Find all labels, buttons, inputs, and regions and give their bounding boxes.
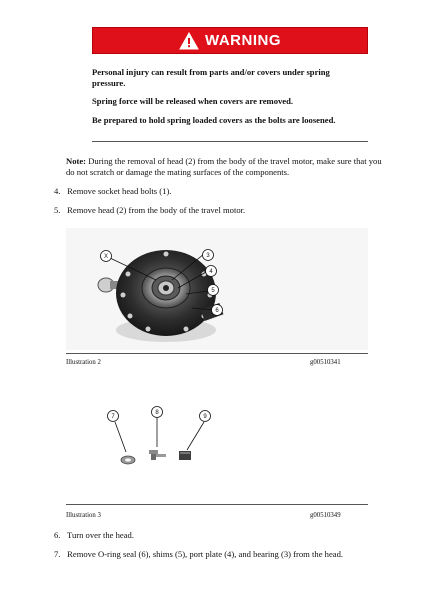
callout-6-label: 6 [215, 308, 219, 315]
illustration-2-code: g00510341 [310, 359, 341, 366]
callout-5-label: 5 [211, 288, 215, 295]
illustration-3-rule [66, 504, 368, 505]
callout-4-label: 4 [209, 269, 213, 276]
step-number: 5. [54, 205, 61, 215]
callout-9-label: 9 [203, 414, 207, 421]
illustration-3-label: Illustration 3 [66, 512, 101, 519]
warning-banner [92, 27, 368, 54]
step-number: 4. [54, 186, 61, 196]
note-text-a: During the removal of head (2) from the body of the travel motor, make sure that you [86, 156, 382, 166]
warning-line-1a: Personal injury can result from parts and/or covers under spring [92, 67, 330, 77]
callout-7-label: 7 [111, 414, 115, 421]
step-5 [54, 205, 245, 216]
note-label: Note: [66, 156, 87, 166]
step-number: 6. [54, 530, 61, 540]
warning-text-1 [92, 67, 367, 89]
step-7 [54, 549, 434, 560]
step-text: Remove head (2) from the body of the travel motor. [67, 205, 246, 215]
warning-title: WARNING [205, 32, 281, 49]
note-paragraph [66, 156, 406, 178]
warning-text-3: Be prepared to hold spring loaded covers as the bolts are loosened. [92, 115, 336, 125]
illustration-3-code: g00510349 [310, 512, 341, 519]
step-text: Turn over the head. [67, 530, 134, 540]
warning-triangle-icon [179, 32, 199, 50]
removed-parts-image [66, 398, 368, 502]
travel-motor-head-image [66, 228, 368, 350]
illustration-2-rule [66, 353, 368, 354]
illustration-2-photo [66, 228, 368, 350]
illustration-2-label: Illustration 2 [66, 359, 101, 366]
step-6 [54, 530, 134, 541]
callout-8-label: 8 [155, 410, 159, 417]
bolt-part [149, 450, 166, 460]
step-number: 7. [54, 549, 61, 559]
warning-line-1b: pressure. [92, 78, 126, 88]
note-text-b: do not scratch or damage the mating surfaces of the components. [66, 167, 290, 177]
step-4 [54, 186, 171, 197]
callout-x-label: X [103, 254, 109, 261]
step-text: Remove O-ring seal (6), shims (5), port plate (4), and bearing (3) from the head. [67, 549, 344, 559]
step-text: Remove socket head bolts (1). [67, 186, 172, 196]
warning-divider [92, 141, 368, 142]
illustration-3-image [66, 398, 368, 502]
callout-3-label: 3 [206, 253, 210, 260]
warning-text-2: Spring force will be released when covers are removed. [92, 96, 294, 106]
